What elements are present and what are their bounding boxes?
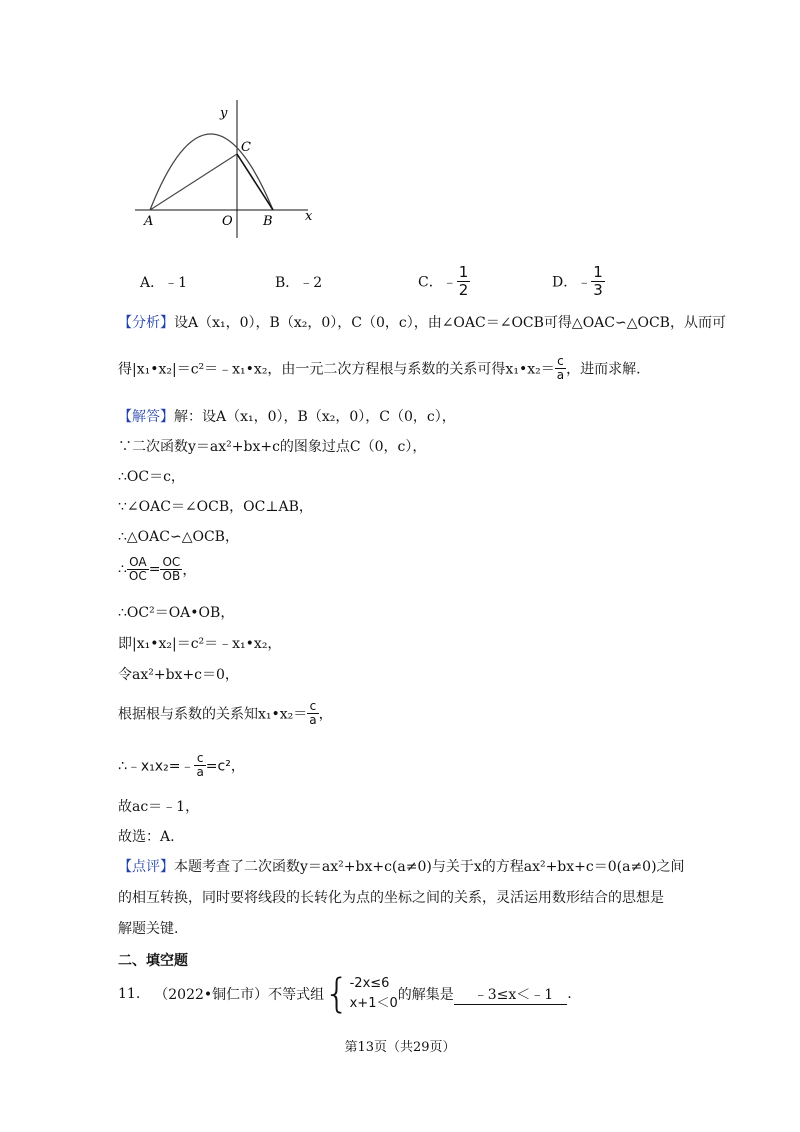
comment-line-2: 的相互转换，同时要将线段的长转化为点的坐标之间的关系，灵活运用数形结合的思想是 [118, 890, 664, 906]
option-a: A．﹣1 [140, 275, 188, 291]
inequality-2: x+1＜0 [349, 996, 398, 1011]
solution-line-7: ∴OC²＝OA•OB， [118, 605, 235, 621]
section-heading: 二、填空题 [118, 953, 188, 969]
solution-line-6: ∴ $\frac{OA}{OC}$ = $\frac{OC}{OB}$ ， [118, 555, 197, 583]
solution-line-5: ∴△OAC∽△OCB， [118, 529, 239, 545]
solution-line-11: ∴﹣x₁x₂=﹣ $\frac{c}{a}$ =c²， [118, 751, 245, 779]
answer-blank: ﹣3≤x＜﹣1 [454, 984, 567, 1005]
inequality-1: -2x≤6 [349, 976, 390, 991]
solution-line-9: 令ax²+bx+c＝0， [118, 667, 239, 683]
solution-tag: 【解答】 [118, 409, 174, 425]
solution-line-1: 【解答】解：设A（x₁，0），B（x₂，0），C（0，c）， [118, 409, 456, 425]
comment-line-3: 解题关键. [118, 921, 179, 937]
option-c: C．﹣ $\frac{1}{2}$ [418, 263, 469, 299]
page-footer: 第13页（共29页） [344, 1040, 456, 1055]
comment-line-1: 【点评】本题考查了二次函数y＝ax²+bx+c(a≠0)与关于x的方程ax²+bx+c＝0(a≠0)之间 [118, 859, 685, 875]
parabola-graph [130, 98, 330, 248]
graph-label-o: O [222, 214, 233, 229]
graph-label-c: C [241, 140, 251, 155]
option-d: D．﹣ $\frac{1}{3}$ [552, 263, 603, 299]
question-11: 11. （2022•铜仁市）不等式组{ -2x≤6 x+1＜0 的解集是 ﹣3≤x＜﹣1 . [118, 971, 572, 1017]
solution-line-12: 故ac＝﹣1， [118, 799, 200, 815]
analysis-line-1: 【分析】设A（x₁，0），B（x₂，0），C（0，c），由∠OAC＝∠OCB可得△OAC∽△OCB，从而可 [118, 315, 726, 331]
analysis-line-2: 得|x₁•x₂|＝c²＝﹣x₁•x₂，由一元二次方程根与系数的关系可得x₁•x₂＝ $\frac{c}{a}$ ，进而求解. [118, 354, 641, 382]
analysis-tag: 【分析】 [118, 315, 174, 331]
solution-line-4: ∵∠OAC＝∠OCB，OC⊥AB， [118, 499, 313, 515]
solution-line-8: 即|x₁•x₂|＝c²＝﹣x₁•x₂， [118, 636, 282, 652]
option-b: B．﹣2 [275, 275, 323, 291]
graph-label-a: A [144, 214, 154, 229]
solution-line-3: ∴OC＝c， [118, 469, 185, 485]
graph-label-b: B [263, 214, 273, 229]
segment-cb [237, 154, 273, 210]
solution-line-2: ∵二次函数y＝ax²+bx+c的图象过点C（0，c）， [118, 439, 427, 455]
question-number: 11. [118, 986, 141, 1002]
graph-label-x: x [305, 209, 313, 224]
system-brace: { [324, 971, 350, 1017]
inequality-system [350, 974, 398, 1014]
graph-label-y: y [220, 106, 228, 121]
question-suffix: 的解集是 [397, 987, 454, 1003]
comment-tag: 【点评】 [118, 859, 174, 875]
solution-line-13: 故选：A. [118, 829, 175, 845]
question-source: （2022•铜仁市）不等式组 [154, 987, 325, 1003]
solution-line-10: 根据根与系数的关系知x₁•x₂＝ $\frac{c}{a}$ ， [118, 699, 333, 727]
